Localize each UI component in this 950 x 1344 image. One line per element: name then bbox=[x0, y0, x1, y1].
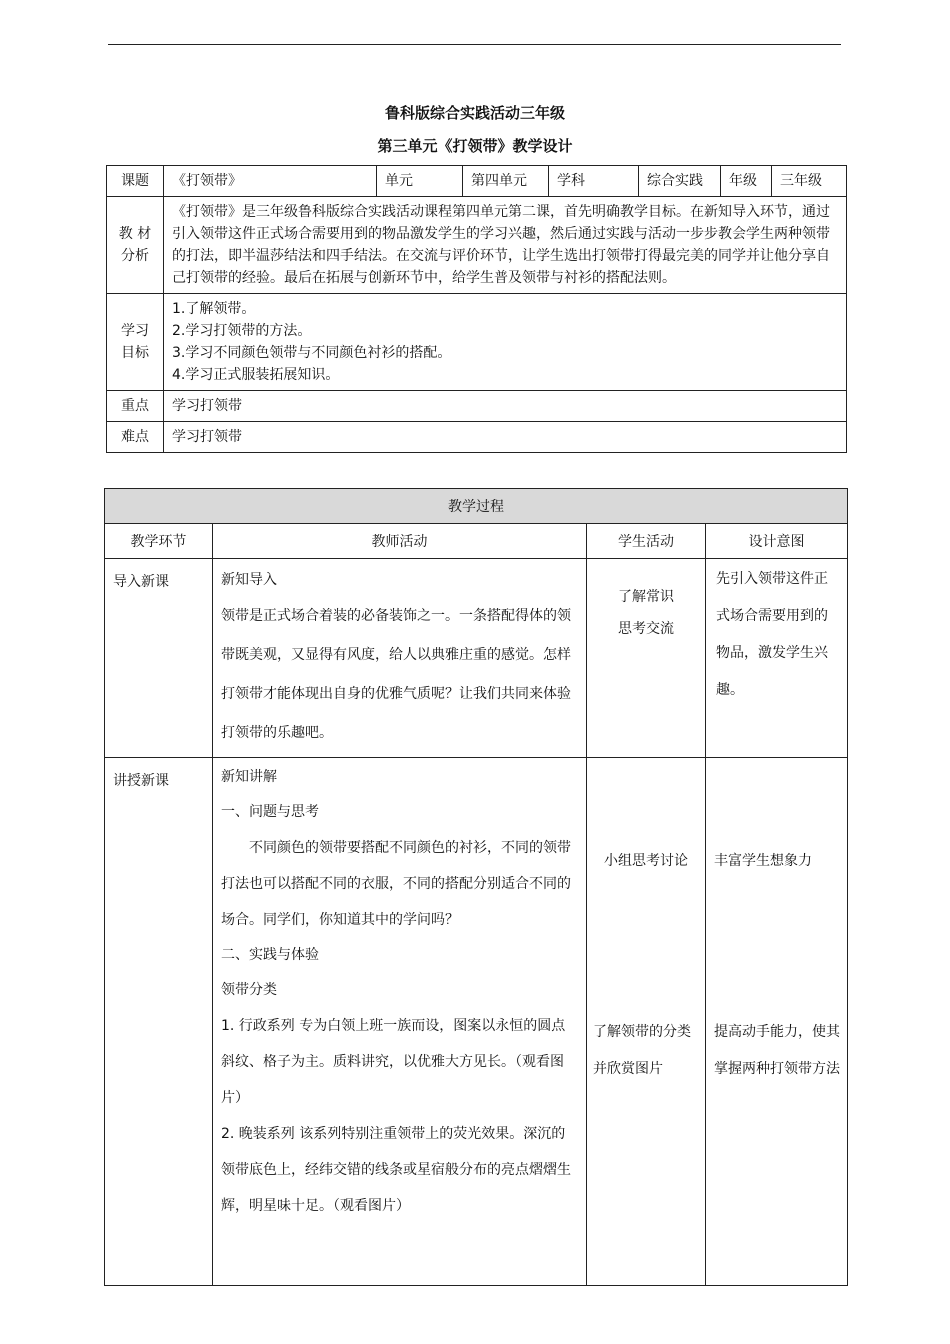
student-activity-intro bbox=[587, 559, 706, 758]
info-row-topic bbox=[107, 166, 847, 197]
goals-list bbox=[164, 294, 847, 391]
subject-label: 学科 bbox=[549, 166, 639, 197]
student-activity-teaching bbox=[587, 758, 706, 1286]
col-header-teacher: 教师活动 bbox=[213, 524, 587, 559]
goal-item: 4.学习正式服装拓展知识。 bbox=[172, 367, 340, 383]
table-row bbox=[105, 758, 848, 1286]
category-item-2: 2. 晚装系列 该系列特别注重领带上的荧光效果。深沉的领带底色上，经纬交错的线条或星宿般分布的亮点熠熠生辉，明星味十足。（观看图片） bbox=[221, 1126, 571, 1214]
goals-label-line-1: 学习 bbox=[121, 323, 149, 339]
section-1-title: 一、问题与思考 bbox=[221, 804, 319, 820]
teaching-process-table bbox=[104, 488, 848, 1286]
analysis-label-line-2: 分析 bbox=[121, 248, 149, 264]
process-header: 教学过程 bbox=[105, 489, 848, 524]
teacher-activity-intro bbox=[213, 559, 587, 758]
col-header-stage: 教学环节 bbox=[105, 524, 213, 559]
student-intro-1: 了解常识 bbox=[618, 589, 674, 605]
topic-label: 课题 bbox=[107, 166, 164, 197]
design-intent-teaching bbox=[706, 758, 848, 1286]
difficulty-value: 学习打领带 bbox=[164, 422, 847, 453]
info-row-difficulty bbox=[107, 422, 847, 453]
teacher-intro-text: 领带是正式场合着装的必备装饰之一。一条搭配得体的领带既美观，又显得有风度，给人以典雅庄重的感觉。怎样打领带才能体现出自身的优雅气质呢？让我们共同来体验打领带的乐趣吧。 bbox=[221, 608, 571, 741]
design-intent-intro: 先引入领带这件正式场合需要用到的物品，激发学生兴趣。 bbox=[706, 559, 848, 758]
info-row-key bbox=[107, 391, 847, 422]
teacher-teaching-title: 新知讲解 bbox=[221, 769, 277, 785]
info-row-goals bbox=[107, 294, 847, 391]
subject-value: 综合实践 bbox=[639, 166, 721, 197]
student-teaching-2: 了解领带的分类并欣赏图片 bbox=[593, 1024, 691, 1077]
column-header-row bbox=[105, 524, 848, 559]
student-teaching-1: 小组思考讨论 bbox=[604, 853, 688, 869]
category-title: 领带分类 bbox=[221, 982, 277, 998]
difficulty-label: 难点 bbox=[107, 422, 164, 453]
teacher-intro-title: 新知导入 bbox=[221, 572, 277, 588]
unit-label: 单元 bbox=[377, 166, 463, 197]
col-header-student: 学生活动 bbox=[587, 524, 706, 559]
info-row-analysis bbox=[107, 197, 847, 294]
unit-value: 第四单元 bbox=[463, 166, 549, 197]
section-1-text: 不同颜色的领带要搭配不同颜色的衬衫，不同的领带打法也可以搭配不同的衣服，不同的搭配分别适合不同的场合。同学们，你知道其中的学问吗？ bbox=[221, 840, 571, 928]
document-subtitle: 第三单元《打领带》教学设计 bbox=[377, 137, 573, 155]
intent-teaching-2: 提高动手能力，使其掌握两种打领带方法 bbox=[714, 1024, 840, 1077]
goal-item: 1.了解领带。 bbox=[172, 301, 256, 317]
topic-value: 《打领带》 bbox=[164, 166, 377, 197]
document-title: 鲁科版综合实践活动三年级 bbox=[384, 104, 565, 122]
analysis-text: 《打领带》是三年级鲁科版综合实践活动课程第四单元第二课，首先明确教学目标。在新知导入环节，通过引入领带这件正式场合需要用到的物品激发学生的学习兴趣，然后通过实践与活动一步步教会学生两种领带的打法，即半温莎结法和四手结法。在交流与评价环节，让学生选出打领带打得最完美的同学并让他分享自己打领带的经验。最后在拓展与创新环节中，给学生普及领带与衬衫的搭配法则。 bbox=[164, 197, 847, 294]
intent-teaching-1: 丰富学生想象力 bbox=[714, 853, 812, 869]
key-value: 学习打领带 bbox=[164, 391, 847, 422]
key-label: 重点 bbox=[107, 391, 164, 422]
stage-teaching: 讲授新课 bbox=[105, 758, 213, 1286]
analysis-label-line-1: 教 材 bbox=[118, 226, 152, 242]
goal-item: 2.学习打领带的方法。 bbox=[172, 323, 312, 339]
teacher-activity-teaching bbox=[213, 758, 587, 1286]
goals-label bbox=[107, 294, 164, 391]
table-row bbox=[105, 559, 848, 758]
grade-label: 年级 bbox=[721, 166, 772, 197]
student-intro-2: 思考交流 bbox=[618, 621, 674, 637]
col-header-intent: 设计意图 bbox=[706, 524, 848, 559]
goal-item: 3.学习不同颜色领带与不同颜色衬衫的搭配。 bbox=[172, 345, 452, 361]
analysis-label bbox=[107, 197, 164, 294]
stage-intro: 导入新课 bbox=[105, 559, 213, 758]
section-2-title: 二、实践与体验 bbox=[221, 947, 319, 963]
goals-label-line-2: 目标 bbox=[121, 345, 149, 361]
top-rule bbox=[108, 44, 841, 45]
lesson-info-table bbox=[106, 165, 847, 453]
grade-value: 三年级 bbox=[772, 166, 847, 197]
category-item-1: 1. 行政系列 专为白领上班一族而设，图案以永恒的圆点 斜纹、格子为主。质料讲究，以优雅大方见长。（观看图片） bbox=[221, 1018, 566, 1106]
